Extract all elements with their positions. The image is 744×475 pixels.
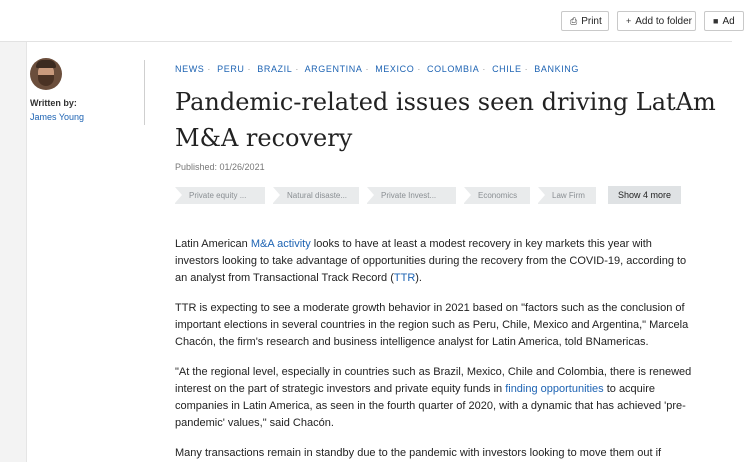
category-news[interactable]: NEWS	[175, 64, 205, 74]
print-button[interactable]	[561, 11, 609, 31]
ma-activity-link[interactable]: M&A activity	[250, 238, 311, 250]
author-divider	[144, 60, 145, 125]
category-argentina[interactable]: ARGENTINA	[304, 64, 363, 74]
avatar[interactable]	[30, 58, 62, 90]
tag-list	[175, 187, 596, 204]
add-to-folder-button[interactable]	[617, 11, 696, 31]
tag-private-equity[interactable]: Private equity ...	[175, 187, 265, 204]
plus-icon: +	[626, 16, 632, 26]
show-more-tags-button[interactable]: Show 4 more	[608, 186, 681, 204]
tag-law-firm[interactable]: Law Firm	[538, 187, 596, 204]
ttr-link[interactable]: TTR	[393, 272, 416, 284]
toolbar-divider	[0, 41, 732, 42]
published-date: Published: 01/26/2021	[175, 162, 265, 172]
page-title	[175, 84, 725, 156]
title-line-2: M&A recovery	[175, 124, 353, 152]
paragraph-1: Latin American M&A activity looks to have at least a modest recovery in key markets this year with investors looking to take advantage of opportunities during the recovery from the COVID-19, according to an analyst from Transactional Track Record (TTR).	[175, 238, 687, 284]
category-brazil[interactable]: BRAZIL	[257, 64, 293, 74]
category-colombia[interactable]: COLOMBIA	[427, 64, 480, 74]
bookmark-button[interactable]	[704, 11, 744, 31]
print-label: Print	[581, 15, 602, 27]
paragraph-4: Many transactions remain in standby due to the pandemic with investors looking to move them out if	[175, 447, 662, 459]
category-banking[interactable]: BANKING	[534, 64, 580, 74]
tag-economics[interactable]: Economics	[464, 187, 530, 204]
article-body	[175, 236, 732, 475]
category-chile[interactable]: CHILE	[492, 64, 522, 74]
bookmark-icon: ■	[713, 16, 719, 26]
written-by-label: Written by:	[30, 98, 77, 108]
bookmark-label: Ad	[722, 15, 735, 27]
author-name-link[interactable]: James Young	[30, 112, 85, 122]
title-line-1: Pandemic-related issues seen driving LatAm	[175, 88, 716, 116]
printer-icon: ⎙	[570, 15, 578, 26]
tag-private-investment[interactable]: Private Invest...	[367, 187, 456, 204]
paragraph-3: "At the regional level, especially in countries such as Brazil, Mexico, Chile and Colombia, there is renewed interest on the part of strategic investors and private equity funds in finding opportunities to acquire companies in Latin America, as seen in the fourth quarter of 2020, with a dynamic that has achieved 'pre- pandemic' values," said Chacón.	[175, 366, 692, 429]
category-mexico[interactable]: MEXICO	[375, 64, 415, 74]
category-list: NEWS · PERU · BRAZIL · ARGENTINA · MEXICO · COLOMBIA · CHILE · BANKING	[175, 64, 580, 74]
tag-natural-disasters[interactable]: Natural disaste...	[273, 187, 359, 204]
author-block	[30, 58, 140, 122]
paragraph-2: TTR is expecting to see a moderate growth behavior in 2021 based on "factors such as the conclusion of important elections in several countries in the region such as Peru, Chile, Mexico and Argentina," Marcela Chacón, the firm's research and business intelligence analyst for Latin America, told BNamericas.	[175, 302, 689, 348]
category-peru[interactable]: PERU	[217, 64, 245, 74]
add-to-folder-label: Add to folder	[635, 15, 692, 27]
left-sidebar	[0, 0, 27, 462]
finding-opportunities-link[interactable]: finding opportunities	[505, 383, 604, 395]
